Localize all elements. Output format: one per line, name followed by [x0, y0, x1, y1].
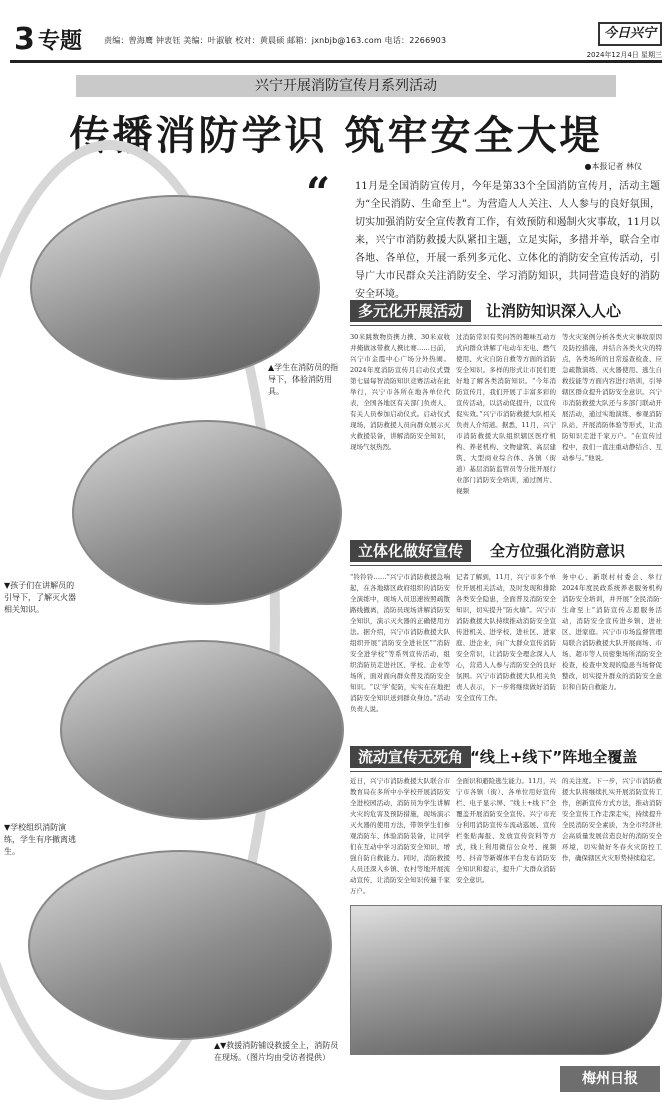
- section-3-col-2: 全面识和避险逃生能力。11月，兴宁市各镇（街）、各单位用好宣传栏、电子显示屏、“线上+线下”全覆盖开展消防安全宣传。兴宁市充分利用消防宣传车流动巡展、宣传栏张贴海报、发放宣传资料等方式，线上利用微信公众号、视频号、抖音等新媒体平台发布消防安全知识和提示，提升广大群众消防安全意识。: [456, 777, 556, 884]
- section-tag: 立体化做好宣传: [350, 540, 471, 562]
- section-header-3: [350, 746, 662, 768]
- headline: 传播消防学识 筑牢安全大堤: [69, 112, 603, 159]
- byline: ●本报记者 林仪: [584, 162, 642, 171]
- lead-paragraph: 11月是全国消防宣传月，今年是第33个全国消防宣传月，活动主题为“全民消防、生命至上”。为营造人人关注、人人参与的良好氛围，切实加强消防安全宣传教育工作，有效预防和遏制火灾事故，11月以来，兴宁市消防救援大队紧扣主题，立足实际，多措并举，联合全市各地、各单位，开展一系列多元化、立体化的消防安全宣传活动，引导广大市民群众关注消防安全、学习消防知识，共同营造良好的消防安全环境。: [355, 181, 660, 300]
- photo-firefighters-street: [28, 850, 332, 1040]
- section-header-2: [350, 540, 662, 562]
- photo-evacuation-drill: [60, 640, 344, 820]
- newspaper-logo: 今日兴宁: [598, 22, 662, 46]
- photo-caption: ▼孩子们在讲解员的引导下，了解灭火器相关知识。: [4, 581, 76, 614]
- section-header-1: [350, 300, 662, 322]
- section-tag: 流动宣传无死角: [350, 746, 471, 768]
- kicker: 兴宁开展消防宣传月系列活动: [76, 75, 616, 97]
- section-3-col-3: 的关注度。下一步，兴宁市消防救援大队将继续扎实开展消防宣传工作，创新宣传方式方法，推动消防安全宣传工作走深走实，持续提升全民消防安全素质，为全市经济社会高质量发展营造良好的消防安全环境，切实做好冬春火灾防控工作，确保辖区火灾形势持续稳定。: [562, 777, 662, 862]
- section-title: “线上+线下”阵地全覆盖: [470, 748, 638, 766]
- photo-caption: ▲▼救援消防铺设救援全上，消防员在现场。（图片均由受访者提供）: [214, 1041, 339, 1062]
- masthead: [0, 0, 672, 62]
- photo-students-equipment: [30, 195, 320, 380]
- page-number: 3: [14, 22, 35, 57]
- dateline: 2024年12月4日 星期三: [586, 51, 662, 59]
- photo-caption: ▼学校组织消防演练，学生有序撤离逃生。: [4, 823, 76, 856]
- section-2-col-1: “铃铃铃……”兴宁市消防救援急响起，在各地辖区政府组织的消防安全演练中，现场人员迅速按照疏散路线撤离，消防员现场讲解消防安全知识，演示灭火器的正确使用方法。据介绍，兴宁市消防救援大队组织开展“消防安全进社区”“消防安全进学校”等系列宣传活动，组织消防员走进社区、学校、企业等场所，面对面向群众普及消防安全知识。“以‘学’促防，实实在在地把消防安全知识送到群众身边。”活动负责人说。: [350, 573, 450, 713]
- section-3-col-1: 近日，兴宁市消防救援大队联合市教育局在多所中小学校开展消防安全进校园活动，消防员为学生讲解火灾的危害及预防措施，现场演示灭火器的使用方法，带领学生们参观消防车、体验消防装备，让同学们在互动中学习消防安全知识，增强自防自救能力。同时，消防救援人员还深入乡镇、农村等地开展流动宣传，让消防安全知识传遍千家万户。: [350, 777, 450, 895]
- quote-mark: “: [306, 168, 331, 217]
- section-title: 全方位强化消防意识: [490, 542, 626, 560]
- section-2-col-3: 务中心、新联村村委会、举行2024年度民政系统养老服务机构消防安全培训，并开展“全民消防·生命至上”消防宣传志愿服务活动，消防安全宣传进乡镇、进社区、进家庭。兴宁市市场监督管理局联合消防救援大队开展商场、市场、超市等人员密集场所消防安全检查，检查中发现的隐患当场督促整改，切实提升群众的消防安全意识和自防自救能力。: [562, 573, 662, 691]
- section-1-col-3: 等火灾案例分析各类火灾事故原因及防控措施，并结合各类火灾的特点，各类场所的日常巡查检查、应急疏散演练、灭火器使用、逃生自救技能等方面内容进行培训，引导辖区群众提升消防安全意识。兴宁市消防救援大队还与多部门联动开展活动，通过实地演练、参观消防队站、开展消防体验等形式，让消防知识走进千家万户。“在宣传过程中，我们一直注重动静结合、互动参与。”他说。: [562, 333, 662, 462]
- editor-credits: 责编：曾海鹰 钟衷钰 美编：叶淑敏 校对：黄晨硕 邮箱：jxnbjb@163.com 电话：2266903: [104, 36, 447, 45]
- watermark-logo: 梅州日报: [560, 1066, 660, 1092]
- section-tag: 多元化开展活动: [350, 300, 471, 322]
- section-name: 专题: [38, 29, 83, 54]
- section-1-col-2: 过消防常识有奖问答的趣味互动方式向群众讲解了电动车充电、燃气使用、火灾自防自救等方面的消防安全知识。多样的形式让市民们更好地了解各类消防知识。“今年消防宣传月，我们开展了丰富多彩的宣传活动，以活动促提升，以宣传促实效。”兴宁市消防救援大队相关负责人介绍道。据悉，11月，兴宁市消防救援大队组织辖区医疗机构、养老机构、文物建筑、高层建筑、大型商业综合体、各镇（街道）基层消防监管员等分批开展行业部门消防安全培训，通过图片、视频: [456, 333, 556, 495]
- photo-children-extinguisher: [72, 420, 342, 605]
- section-title: 让消防知识深入人心: [486, 302, 622, 320]
- photo-firefighter-demonstration: [350, 905, 662, 1055]
- header-rule: [10, 60, 662, 63]
- section-1-col-1: 30米跳数物资携力携、30米双收并掩做冰带救人携比赛……日前，兴宁市金霞中心广场分外热闹。2024年度消防宣传月启动仪式暨第七届每智消防知识竞赛活动在此举行，兴宁市各所在地各单位代表，全国各地区有关部门负责人、有关人员参加启动仪式。启动仪式现场，消防救援人员向群众展示灭火救援装备，讲解消防安全知识，现场气氛热烈。: [350, 333, 450, 451]
- section-2-col-2: 记者了解到，11月，兴宁市多个单位开展相关活动，及时发现和排除各类安全隐患，全面普及消防安全知识，切实提升“防火墙”。兴宁市消防救援大队持续推动消防安全宣传进机关、进学校、进社区、进家庭、进企业，向广大群众宣传消防安全常识，让消防安全理念深入人心，营造人人参与消防安全的良好氛围。兴宁市消防救援大队相关负责人表示，下一步将继续做好消防安全宣传工作。: [456, 573, 556, 702]
- photo-caption: ▲学生在消防员的指导下，体验消防用具。: [268, 363, 339, 396]
